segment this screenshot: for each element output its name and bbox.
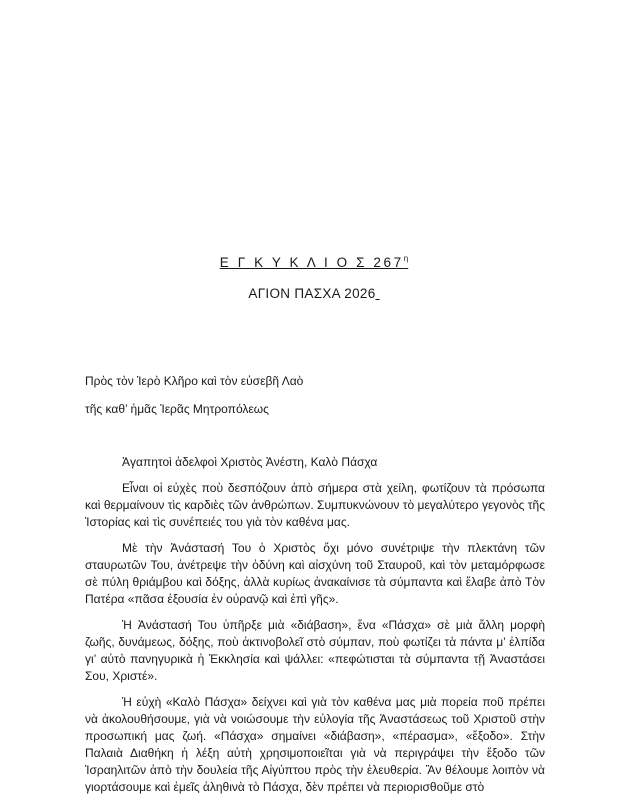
encyclical-title bbox=[0, 254, 628, 270]
letter-body bbox=[85, 480, 545, 805]
title-ordinal-superscript: η bbox=[403, 254, 409, 263]
paragraph-4: Ἡ εὐχὴ «Καλὸ Πάσχα» δείχνει καὶ γιὰ τὸν καθένα μας μιὰ πορεία ποῦ πρέπει νὰ ἀκολουθήσουμε, γιὰ νὰ νοιώσουμε τὴν εὐλογία τῆς Ἀναστάσεως τοῦ Χριστοῦ στὴν προσωπική μας ζωή. «Πάσχα» σημαίνει «διάβαση», «πέρασμα», «ἔξοδο». Στὴν Παλαιὰ Διαθήκη ἡ λέξη αὐτὴ χρησιμοποιεῖται γιὰ νὰ περιγράψει τὴν ἔξοδο τῶν Ἰσραηλιτῶν ἀπὸ τὴν δουλεία τῆς Αἰγύπτου πρὸς τὴν ἐλευθερία. Ἂν θέλουμε λοιπὸν νὰ γιορτάσουμε καὶ ἐμεῖς ἀληθινὰ τὸ Πάσχα, δὲν πρέπει νὰ περιορισθοῦμε στὸ bbox=[85, 695, 545, 794]
subtitle-text: ΑΓΙΟΝ ΠΑΣΧΑ 2026 bbox=[248, 286, 376, 301]
address-line-2: τῆς καθ’ ἡμᾶς Ἱερᾶς Μητροπόλεως bbox=[85, 402, 269, 416]
subtitle-trailing-underline bbox=[376, 286, 380, 301]
encyclical-title-text: Ε Γ Κ Υ Κ Λ Ι Ο Σ 267 bbox=[219, 255, 404, 270]
paragraph-1: Εἶναι οἱ εὐχὲς ποὺ δεσπόζουν ἀπὸ σήμερα στὰ χείλη, φωτίζουν τὰ πρόσωπα καὶ θερμαίνουν τὶς καρδιὲς τῶν ἀνθρώπων. Συμπυκνώνουν τὸ μεγαλύτερο γεγονὸς τῆς Ἱστορίας καὶ τὶς συνέπειές του γιὰ τὸν καθένα μας. bbox=[85, 481, 545, 529]
encyclical-subtitle bbox=[0, 286, 628, 301]
paragraph-2: Μὲ τὴν Ἀνάστασή Του ὁ Χριστὸς ὄχι μόνο συνέτριψε τὴν πλεκτάνη τῶν σταυρωτῶν Του, ἀνέτρεψε τὴν ὀδύνη καὶ αἰσχύνη τοῦ Σταυροῦ, καὶ τὸν μεταμόρφωσε σὲ πύλη θριάμβου καὶ δόξης, ἀλλὰ κυρίως ἀνακαίνισε τὰ σύμπαντα καὶ ἔλαβε ἀπὸ Τὸν Πατέρα «πᾶσα ἐξουσία ἐν οὐρανῷ καὶ ἐπὶ γῆς». bbox=[85, 541, 545, 606]
address-line-1: Πρὸς τὸν Ἱερὸ Κλῆρο καὶ τὸν εὐσεβῆ Λαὸ bbox=[85, 374, 304, 388]
greeting: Ἀγαπητοὶ ἀδελφοὶ Χριστὸς Ἀνέστη, Καλὸ Πάσχα bbox=[122, 455, 378, 469]
paragraph-3: Ἡ Ἀνάστασή Του ὑπῆρξε μιὰ «διάβαση», ἕνα «Πάσχα» σὲ μιὰ ἄλλη μορφὴ ζωῆς, δυνάμεως, δόξης, ποὺ ἀκτινοβολεῖ στὸ σύμπαν, ποὺ φωτίζει τὰ πάντα μ’ ἐλπίδα γι’ αὐτὸ πανηγυρικὰ ἡ Ἐκκλησία καὶ ψάλλει: «πεφώτισται τὰ σύμπαντα τῇ Ἀναστάσει Σου, Χριστέ». bbox=[85, 618, 545, 683]
